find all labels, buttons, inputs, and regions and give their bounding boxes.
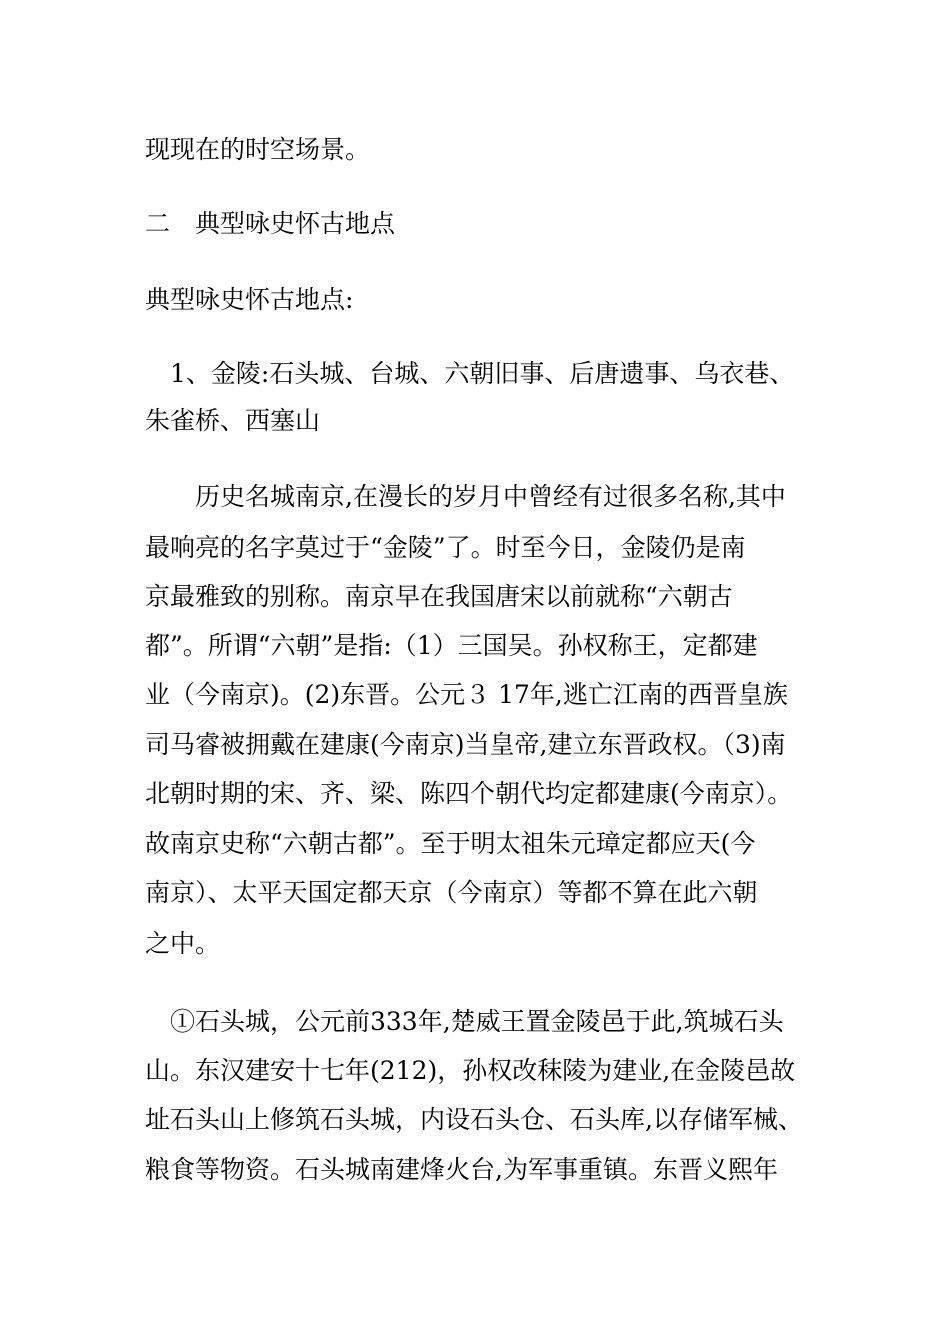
- paragraph-line: 山。东汉建安十七年(212)，孙权改秣陵为建业,在金陵邑故: [145, 1056, 796, 1085]
- paragraph-line: 历史名城南京,在漫长的岁月中曾经有过很多名称,其中: [145, 482, 786, 511]
- paragraph-line: 故南京史称“六朝古都”。至于明太祖朱元璋定都应天(今: [145, 829, 756, 858]
- paragraph-line: 最响亮的名字莫过于“金陵”了。时至今日，金陵仍是南: [145, 533, 746, 562]
- paragraph-line: 京最雅致的别称。南京早在我国唐宋以前就称“六朝古: [145, 582, 733, 611]
- paragraph-line: 址石头山上修筑石头城，内设石头仓、石头库,以存储军械、: [145, 1105, 803, 1134]
- paragraph-line: 南京）、太平天国定都天京（今南京）等都不算在此六朝: [145, 878, 758, 907]
- paragraph-line: 北朝时期的宋、齐、梁、陈四个朝代均定都建康(今南京）。: [145, 779, 793, 808]
- section-heading: 二 典型咏史怀古地点: [145, 209, 396, 238]
- paragraph-line: ①石头城，公元前333年,楚威王置金陵邑于此,筑城石头: [145, 1007, 784, 1036]
- paragraph-line: 粮食等物资。石头城南建烽火台,为军事重镇。东晋义熙年: [145, 1155, 778, 1184]
- list-item-jinling: 1、金陵:石头城、台城、六朝旧事、后唐遗事、乌衣巷、: [145, 359, 795, 388]
- paragraph-line: 之中。: [145, 929, 221, 958]
- paragraph-line: 司马睿被拥戴在建康(今南京)当皇帝,建立东晋政权。（3)南: [145, 730, 786, 759]
- paragraph-line: 业（今南京)。(2)东晋。公元３ 17年,逃亡江南的西晋皇族: [145, 680, 788, 709]
- list-item-jinling-cont: 朱雀桥、西塞山: [145, 406, 321, 435]
- text-line-continuation: 现现在的时空场景。: [145, 135, 371, 164]
- subheading: 典型咏史怀古地点:: [145, 285, 354, 314]
- paragraph-line: 都”。所谓“六朝”是指:（1）三国吴。孙权称王，定都建: [145, 631, 758, 660]
